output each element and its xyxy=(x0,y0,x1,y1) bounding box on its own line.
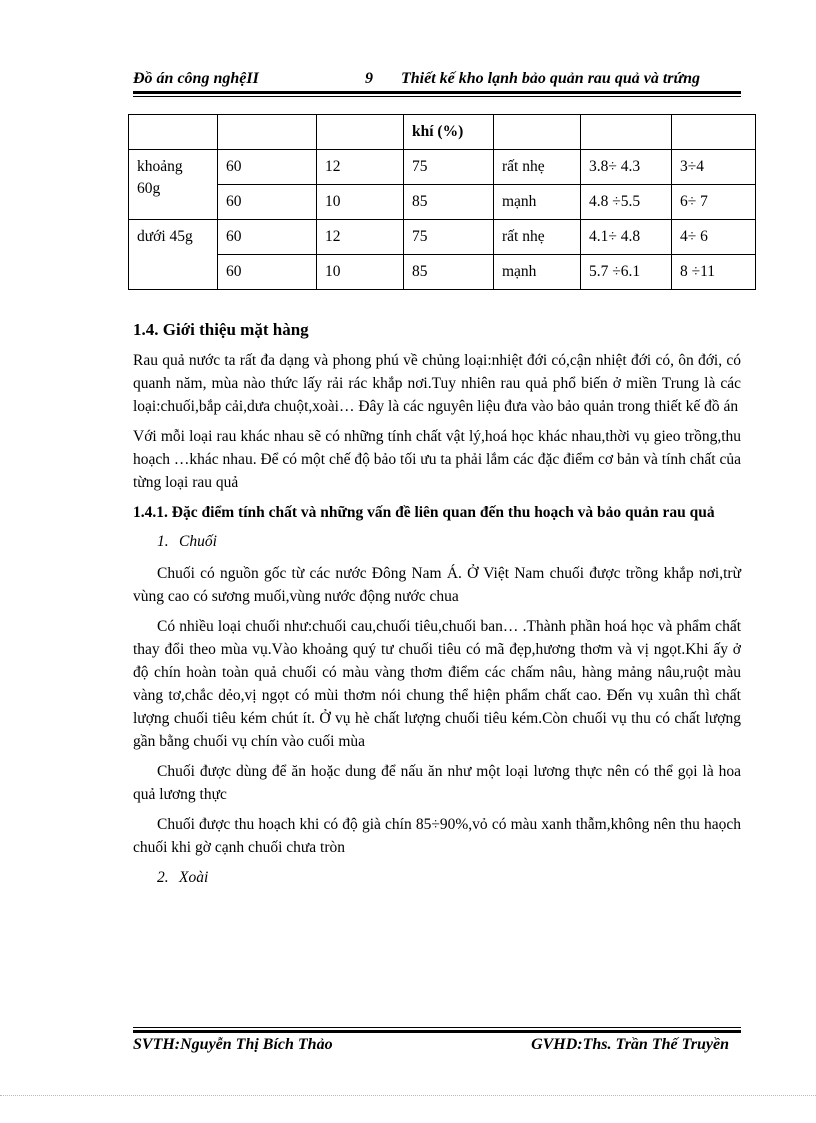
table-cell: 60 xyxy=(218,185,317,220)
table-row xyxy=(129,185,756,220)
header-project-title: Thiết kế kho lạnh bảo quản rau quả và trứng xyxy=(401,70,700,87)
paragraph: Có nhiều loại chuối như:chuối cau,chuối tiêu,chuối ban… .Thành phần hoá học và phẩm chất thay đổi theo mùa vụ.Vào khoảng quý tư chuối tiêu có mã đẹp,hương thơm và vị ngọt.Khi ấy ở độ chín hoàn toàn quả chuối có màu vàng thơm điểm các chấm nâu, hàng mảng nâu,ruột màu vàng tơ,chắc dẻo,vị ngọt có mùi thơm nói chung thể hiện phẩm chất cao. Đến vụ xuân thì chất lượng chuối tiêu kém chút ít. Ở vụ hè chất lượng chuối tiêu kém.Còn chuối vụ thu có chất lượng gần bằng chuối vụ chín vào cuối mùa xyxy=(133,618,741,750)
table-cell: 85 xyxy=(404,185,494,220)
table-cell: 10 xyxy=(317,255,404,290)
table-cell: 75 xyxy=(404,150,494,185)
page-edge-divider xyxy=(0,1095,816,1096)
table-cell: 60 xyxy=(218,150,317,185)
table-cell: rất nhẹ xyxy=(494,220,581,255)
paragraph: Chuối được dùng để ăn hoặc dung để nấu ăn như một loại lương thực nên có thể gọi là hoa quả lương thực xyxy=(133,763,741,803)
header-page-number: 9 xyxy=(365,70,373,87)
footer-rule-thin xyxy=(133,1027,741,1028)
paragraph: Với mỗi loại rau khác nhau sẽ có những tính chất vật lý,hoá học khác nhau,thời vụ gieo trồng,thu hoạch …khác nhau. Để có một chế độ bảo tối ưu ta phải lắm các đặc điểm cơ bản và tính chất của từng loại rau quả xyxy=(133,428,741,491)
table-cell: 85 xyxy=(404,255,494,290)
table-group-label: khoảng 60g xyxy=(129,150,218,220)
table-row xyxy=(129,255,756,290)
header-course-title: Đồ án công nghệII xyxy=(133,70,259,87)
table-cell: 60 xyxy=(218,220,317,255)
page-header xyxy=(133,66,741,90)
table-cell: 4÷ 6 xyxy=(672,220,756,255)
paragraph: Chuối được thu hoạch khi có độ già chín 85÷90%,vỏ có màu xanh thẫm,không nên thu haọch chuối khi gờ cạnh chuối chưa tròn xyxy=(133,816,741,856)
section-heading: 1.4. Giới thiệu mặt hàng xyxy=(133,320,309,339)
footer-student: SVTH:Nguyễn Thị Bích Thảo xyxy=(133,1036,333,1053)
table-cell: mạnh xyxy=(494,185,581,220)
table-row xyxy=(129,220,756,255)
table-row xyxy=(129,150,756,185)
paragraph: Rau quả nước ta rất đa dạng và phong phú về chủng loại:nhiệt đới có,cận nhiệt đới có, ôn đới, có quanh năm, mùa nào thức lấy rải rác khắp nơi.Tuy nhiên rau quả phổ biến ở miền Trung là các loại:chuối,bắp cải,dưa chuột,xoài… Đây là các nguyên liệu đưa vào bảo quản trong thiết kế đồ án xyxy=(133,352,741,415)
table-cell: 10 xyxy=(317,185,404,220)
header-rule-thin xyxy=(133,96,741,97)
table-cell: 4.1÷ 4.8 xyxy=(581,220,672,255)
table-group-label: dưới 45g xyxy=(129,220,218,290)
table-cell: 3.8÷ 4.3 xyxy=(581,150,672,185)
table-row xyxy=(129,115,756,150)
table-cell: 8 ÷11 xyxy=(672,255,756,290)
list-item-label: Chuối xyxy=(179,533,217,550)
table-cell: rất nhẹ xyxy=(494,150,581,185)
subsection-heading: 1.4.1. Đặc điểm tính chất và những vấn đề liên quan đến thu hoạch và bảo quản rau quả xyxy=(133,504,715,521)
table-cell: 60 xyxy=(218,255,317,290)
table-cell: mạnh xyxy=(494,255,581,290)
table-header-fragment: khí (%) xyxy=(404,115,494,150)
list-item-number: 2. xyxy=(157,869,169,886)
table-cell: 3÷4 xyxy=(672,150,756,185)
list-item-label: Xoài xyxy=(179,869,209,886)
table-cell: 4.8 ÷5.5 xyxy=(581,185,672,220)
footer-supervisor: GVHD:Ths. Trần Thế Truyền xyxy=(531,1036,729,1053)
table-cell: 75 xyxy=(404,220,494,255)
table-cell: 6÷ 7 xyxy=(672,185,756,220)
list-item-number: 1. xyxy=(157,533,169,550)
table-cell: 12 xyxy=(317,150,404,185)
paragraph: Chuối có nguồn gốc từ các nước Đông Nam Á. Ở Việt Nam chuối được trồng khắp nơi,trừ vùng cao có sương muối,vùng nước động nước chua xyxy=(133,565,741,605)
body-content xyxy=(133,318,741,898)
list-item-banana xyxy=(157,530,741,553)
table-cell: 12 xyxy=(317,220,404,255)
footer-rule-thick xyxy=(133,1030,741,1033)
header-rule-thick xyxy=(133,91,741,94)
list-item-mango xyxy=(157,866,741,889)
page-footer xyxy=(133,1036,741,1058)
storage-conditions-table xyxy=(128,114,756,290)
table-cell: 5.7 ÷6.1 xyxy=(581,255,672,290)
